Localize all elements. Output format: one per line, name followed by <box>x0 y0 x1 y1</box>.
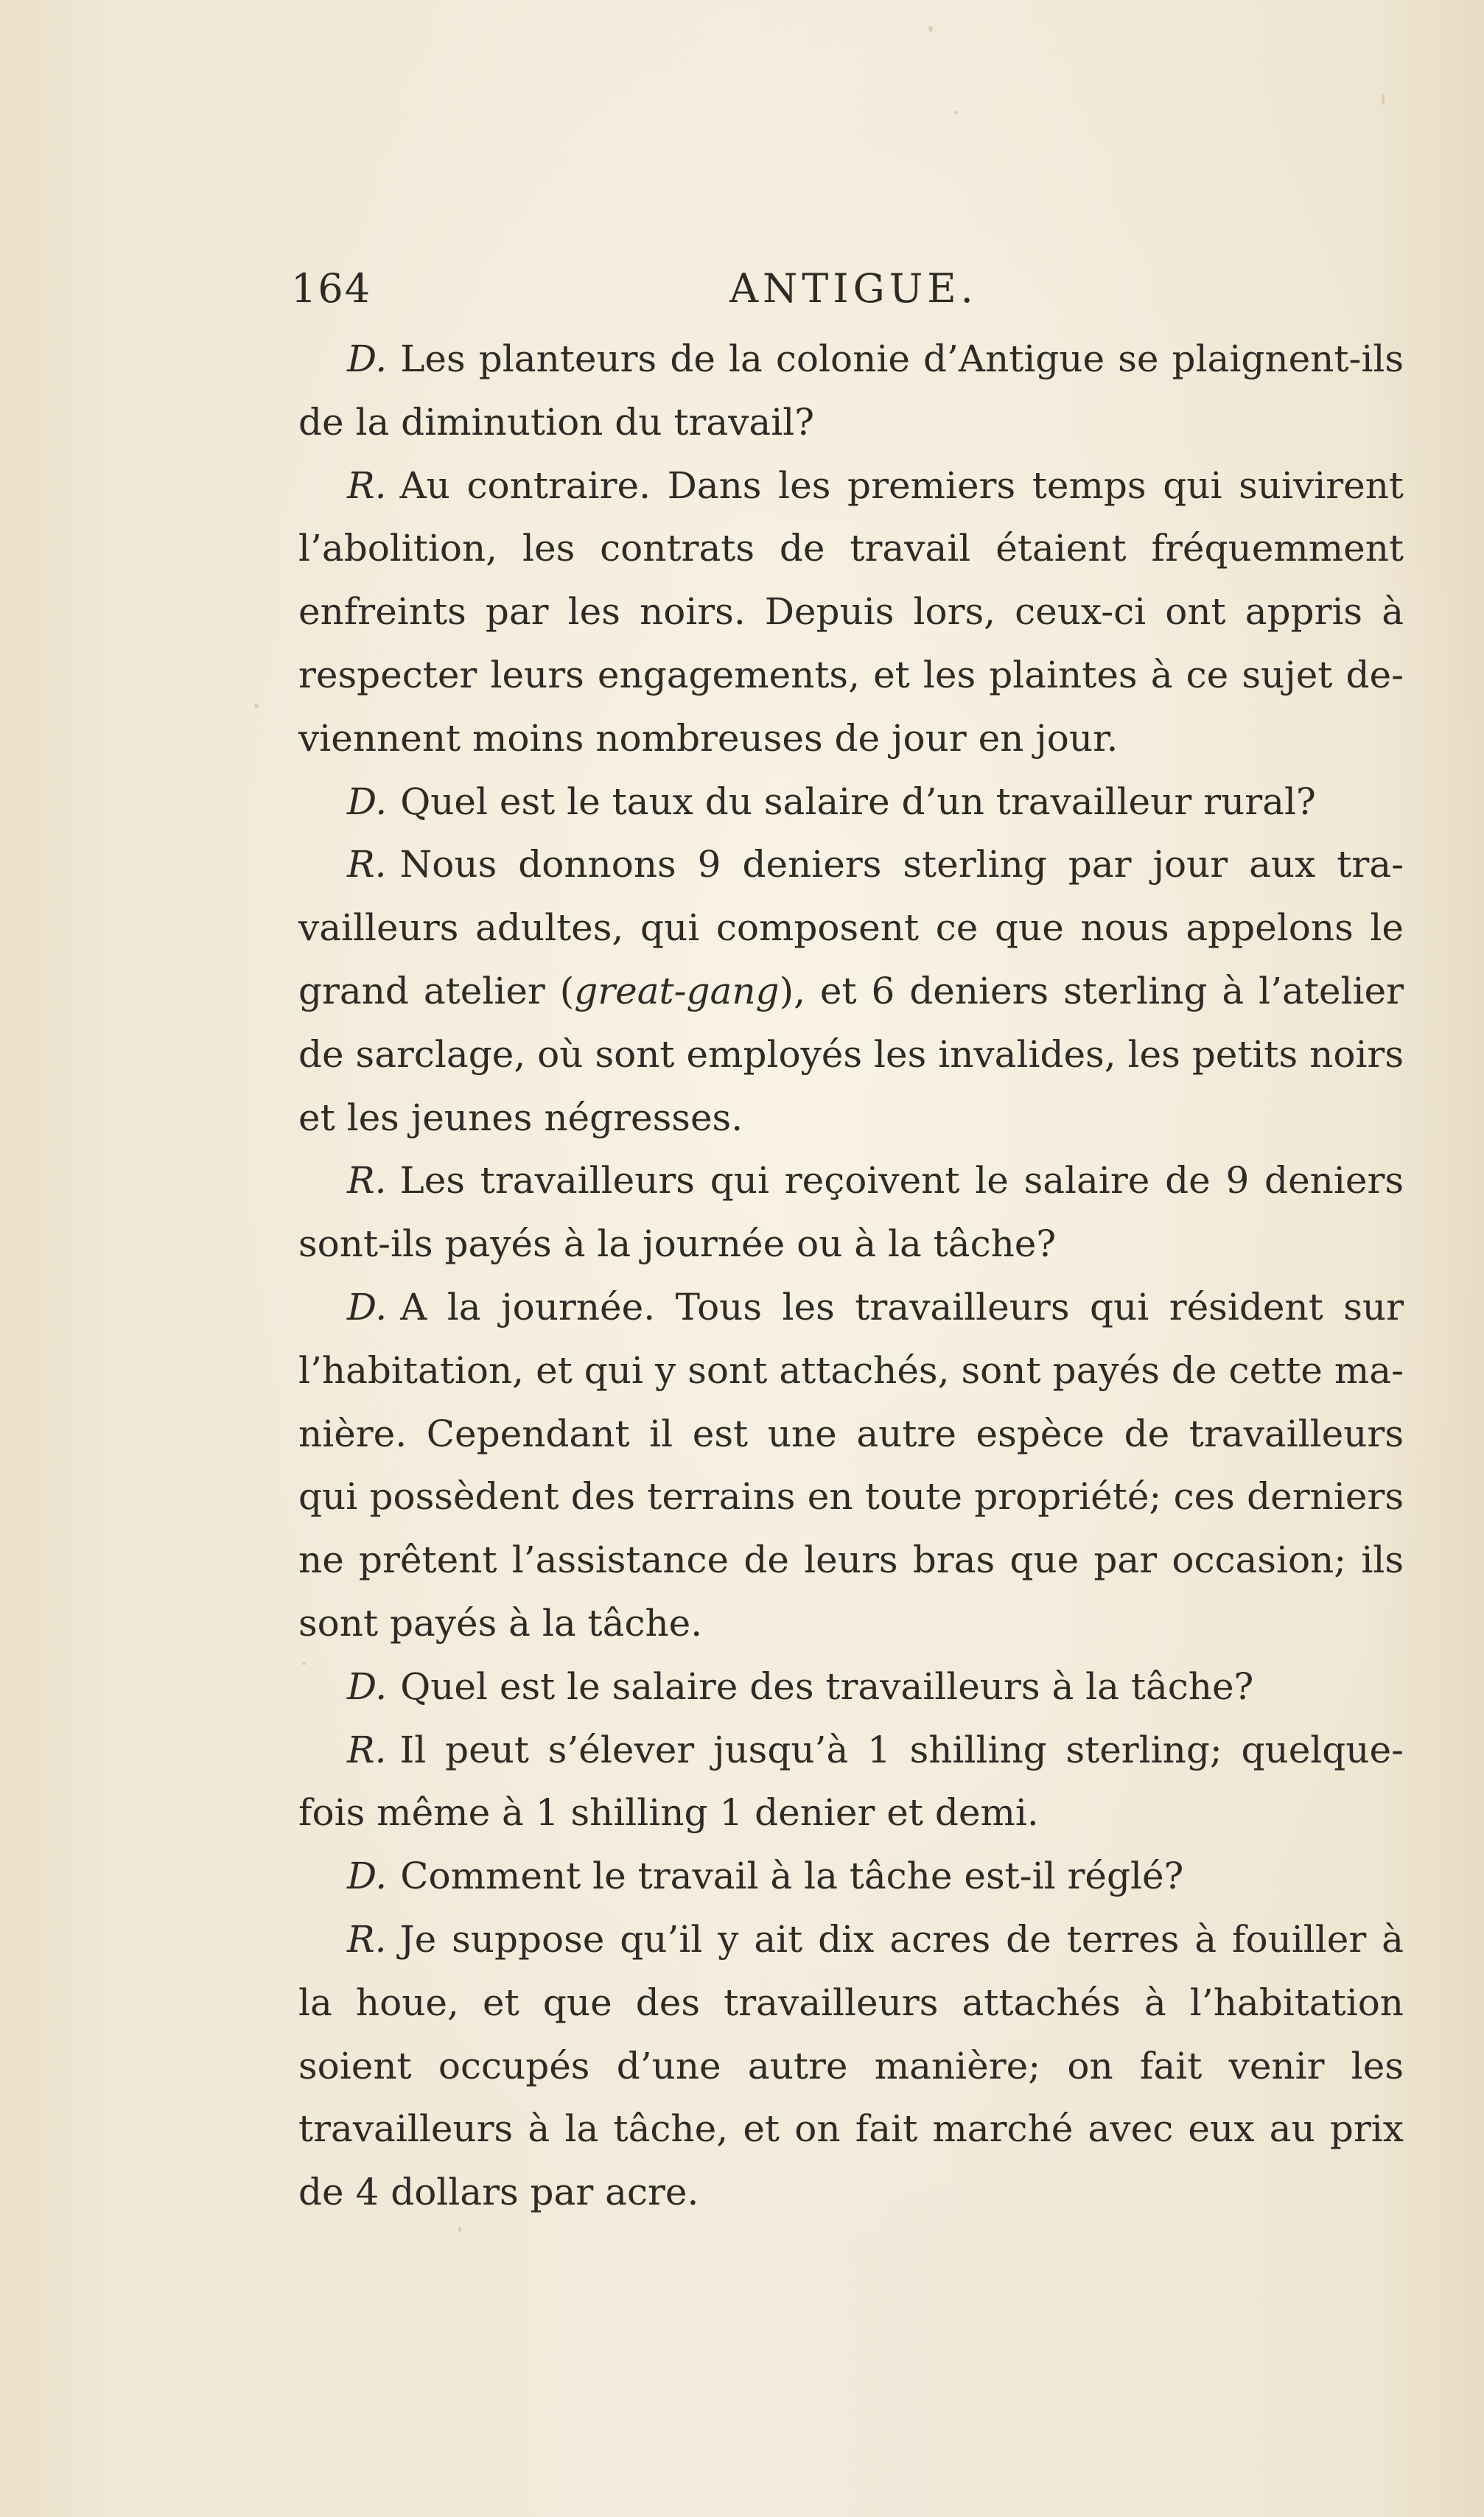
dialogue-paragraph <box>298 1908 1404 2224</box>
running-title: ANTIGUE. <box>729 265 978 312</box>
speaker-label: R. <box>347 843 387 886</box>
paragraph-text: Il peut s’élever jusqu’à 1 shilling sterling; quelque-fois même à 1 shilling 1 denier et demi. <box>298 1728 1404 1835</box>
foxing-spot <box>1382 94 1385 105</box>
foxing-spot <box>954 111 958 114</box>
paragraph-text-italic: great-gang <box>574 969 780 1012</box>
speaker-label: R. <box>347 1917 387 1961</box>
paragraph-text: Comment le travail à la tâche est-il réglé? <box>400 1855 1184 1898</box>
paragraph-text: Au contraire. Dans les premiers temps qui suivirent l’abolition, les contrats de travail étaient fréquemment enfreints par les noirs. Depuis lors, ceux-ci ont appris à respecter leurs engagements, et les plaintes à ce sujet de-viennent moins nombreuses de jour en jour. <box>298 463 1404 760</box>
body-text <box>298 328 1404 2224</box>
foxing-spot <box>254 704 259 708</box>
paragraph-text: Les travailleurs qui reçoivent le salaire de 9 deniers sont-ils payés à la journée ou à la tâche? <box>298 1159 1404 1266</box>
paragraph-text: ), et 6 deniers sterling à l’atelier de sarclage, où sont employés les invalides, les petits noirs et les jeunes négresses. <box>298 969 1404 1139</box>
dialogue-paragraph <box>298 771 1404 834</box>
paragraph-text: Quel est le salaire des travailleurs à la tâche? <box>400 1664 1254 1708</box>
dialogue-paragraph <box>298 833 1404 1149</box>
speaker-label: D. <box>347 1285 388 1328</box>
dialogue-paragraph <box>298 1149 1404 1276</box>
speaker-label: R. <box>347 463 387 507</box>
speaker-label: R. <box>347 1728 387 1771</box>
speaker-label: R. <box>347 1159 387 1203</box>
page-header <box>291 265 1407 317</box>
dialogue-paragraph <box>298 1845 1404 1908</box>
page-number: 164 <box>291 265 372 312</box>
paragraph-text: Les planteurs de la colonie d’Antigue se plaignent-ils de la diminution du travail? <box>298 337 1404 444</box>
paragraph-text: A la journée. Tous les travailleurs qui résident sur l’habitation, et qui y sont attachés, sont payés de cette ma-nière. Cependant il est une autre espèce de travailleurs qui possèdent des terrains en toute propriété; ces derniers ne prêtent l’assistance de leurs bras que par occasion; ils sont payés à la tâche. <box>298 1285 1404 1645</box>
dialogue-paragraph <box>298 1656 1404 1719</box>
dialogue-paragraph <box>298 1719 1404 1846</box>
paragraph-text: Quel est le taux du salaire d’un travailleur rural? <box>400 780 1316 823</box>
dialogue-paragraph <box>298 328 1404 455</box>
dialogue-paragraph <box>298 1276 1404 1656</box>
foxing-spot <box>928 26 933 32</box>
paragraph-text: Je suppose qu’il y ait dix acres de terres à fouiller à la houe, et que des travailleurs attachés à l’habitation soient occupés d’une autre manière; on fait venir les travailleurs à la tâche, et on fait marché avec eux au prix de 4 dollars par acre. <box>298 1917 1404 2214</box>
speaker-label: D. <box>347 1664 388 1708</box>
foxing-spot <box>458 2227 461 2232</box>
speaker-label: D. <box>347 337 388 380</box>
speaker-label: D. <box>347 1855 388 1898</box>
speaker-label: D. <box>347 780 388 823</box>
dialogue-paragraph <box>298 455 1404 771</box>
paragraph-text: Nous donnons 9 deniers sterling par jour aux tra-vailleurs adultes, qui composent ce que nous appelons le grand atelier ( <box>298 843 1404 1012</box>
